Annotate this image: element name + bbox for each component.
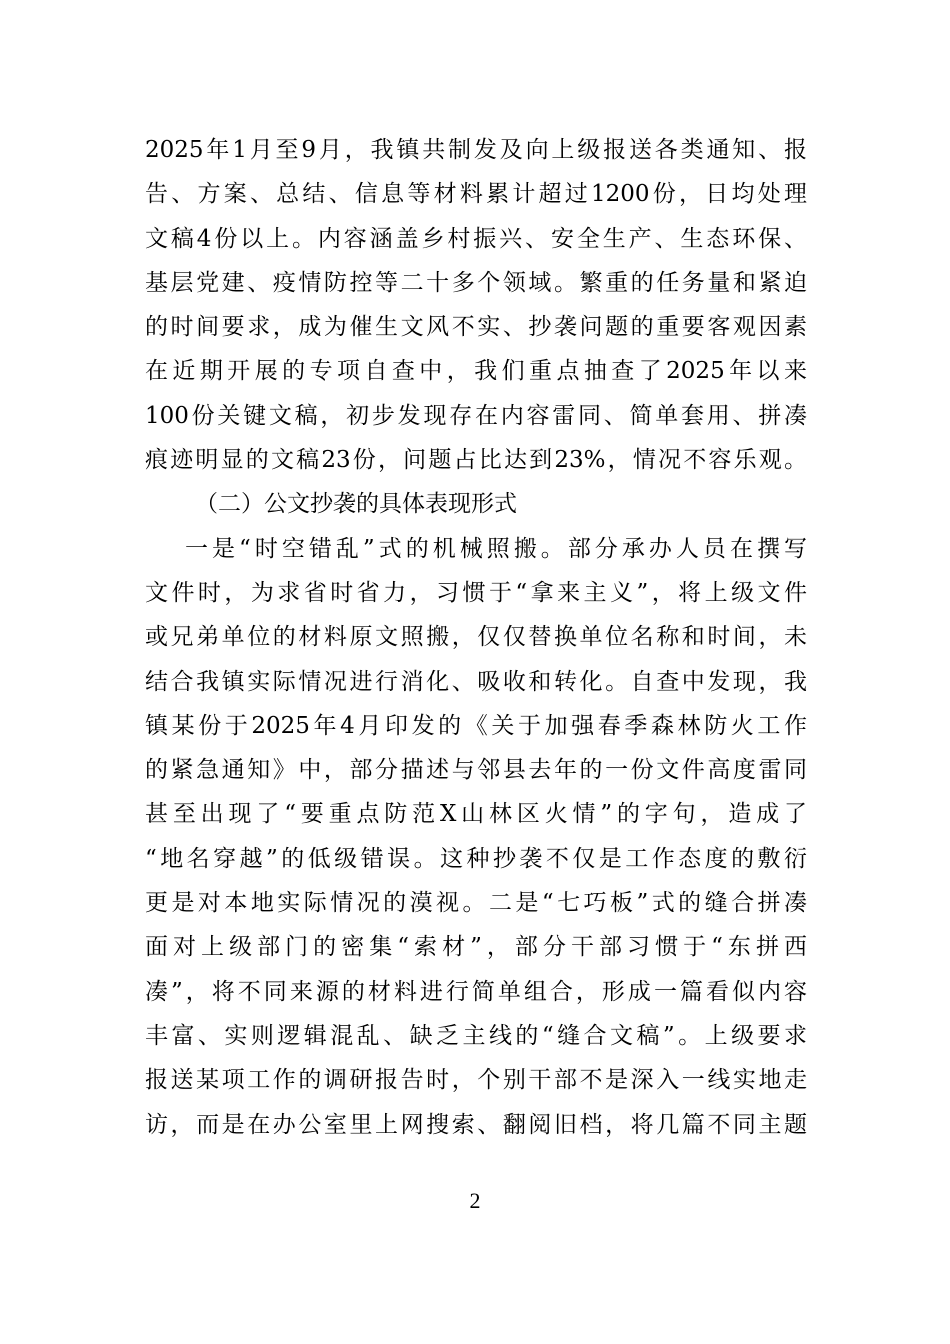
section-heading: （二）公文抄袭的具体表现形式 xyxy=(195,491,517,518)
text-line: “地名穿越”的低级错误。这种抄袭不仅是工作态度的敷衍 xyxy=(145,845,807,872)
text-line: 的时间要求，成为催生文风不实、抄袭问题的重要客观因素 xyxy=(145,314,807,341)
text-line: 文件时，为求省时省力，习惯于“拿来主义”，将上级文件 xyxy=(145,579,807,606)
text-line: 结合我镇实际情况进行消化、吸收和转化。自查中发现，我 xyxy=(145,668,807,695)
text-line: 一是“时空错乱”式的机械照搬。部分承办人员在撰写 xyxy=(185,535,807,562)
paragraph-statistics xyxy=(145,128,807,482)
text-line: 痕迹明显的文稿23份，问题占比达到23%，情况不容乐观。 xyxy=(145,447,807,474)
text-line: 访，而是在办公室里上网搜索、翻阅旧档，将几篇不同主题 xyxy=(145,1111,807,1138)
text-line: 凑”，将不同来源的材料进行简单组合，形成一篇看似内容 xyxy=(145,978,807,1005)
text-line: 更是对本地实际情况的漠视。二是“七巧板”式的缝合拼凑 xyxy=(145,890,807,917)
text-line: 丰富、实则逻辑混乱、缺乏主线的“缝合文稿”。上级要求 xyxy=(145,1022,807,1049)
page-number: 2 xyxy=(469,1188,481,1213)
text-line: 基层党建、疫情防控等二十多个领域。繁重的任务量和紧迫 xyxy=(145,269,807,296)
text-line: 或兄弟单位的材料原文照搬，仅仅替换单位名称和时间，未 xyxy=(145,624,807,651)
text-line: 告、方案、总结、信息等材料累计超过1200份，日均处理 xyxy=(145,181,807,208)
text-line: 面对上级部门的密集“索材”，部分干部习惯于“东拼西 xyxy=(145,934,807,961)
document-body xyxy=(145,128,807,1147)
text-line: 的紧急通知》中，部分描述与邻县去年的一份文件高度雷同 xyxy=(145,757,807,784)
text-line: 报送某项工作的调研报告时，个别干部不是深入一线实地走 xyxy=(145,1067,807,1094)
text-line: 镇某份于2025年4月印发的《关于加强春季森林防火工作 xyxy=(145,712,807,739)
text-line: 2025年1月至9月，我镇共制发及向上级报送各类通知、报 xyxy=(145,137,807,163)
text-line: 100份关键文稿，初步发现存在内容雷同、简单套用、拼凑 xyxy=(145,402,807,429)
text-line: 甚至出现了“要重点防范X山林区火情”的字句，造成了 xyxy=(145,801,807,828)
text-line: 文稿4份以上。内容涵盖乡村振兴、安全生产、生态环保、 xyxy=(145,225,807,252)
paragraph-plagiarism-forms xyxy=(145,527,807,1147)
text-line: 在近期开展的专项自查中，我们重点抽查了2025年以来 xyxy=(145,358,807,385)
